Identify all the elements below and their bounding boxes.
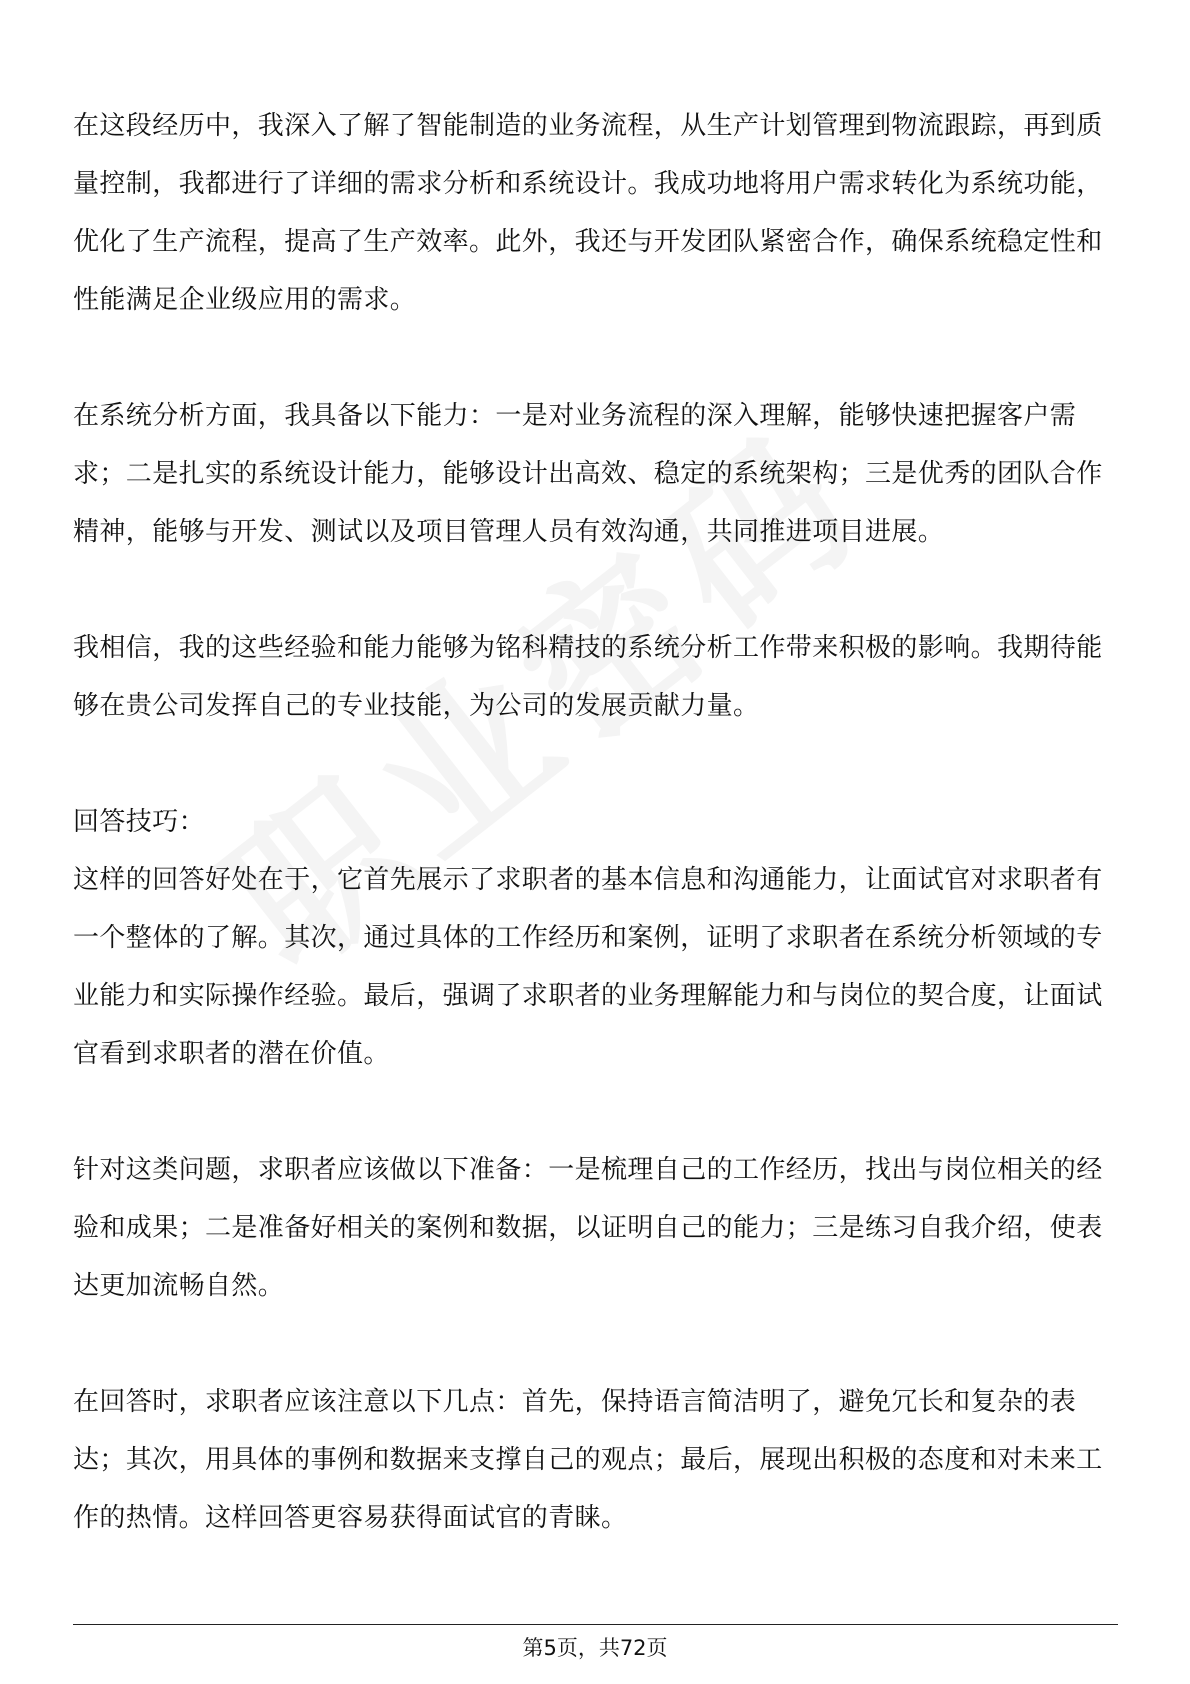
paragraph-tips-benefits: 这样的回答好处在于，它首先展示了求职者的基本信息和沟通能力，让面试官对求职者有一个整体的了解。其次，通过具体的工作经历和案例，证明了求职者在系统分析领域的专业能力和实际操作经验。最后，强调了求职者的业务理解能力和与岗位的契合度，让面试官看到求职者的潜在价值。 — [73, 865, 1103, 1069]
document-body — [73, 97, 1118, 1547]
paragraph-gap — [73, 1315, 1118, 1373]
paragraph-abilities: 在系统分析方面，我具备以下能力：一是对业务流程的深入理解，能够快速把握客户需求；二是扎实的系统设计能力，能够设计出高效、稳定的系统架构；三是优秀的团队合作精神，能够与开发、测试以及项目管理人员有效沟通，共同推进项目进展。 — [73, 401, 1103, 547]
paragraph-gap — [73, 329, 1118, 387]
paragraph-experience: 在这段经历中，我深入了解了智能制造的业务流程，从生产计划管理到物流跟踪，再到质量控制，我都进行了详细的需求分析和系统设计。我成功地将用户需求转化为系统功能，优化了生产流程，提高了生产效率。此外，我还与开发团队紧密合作，确保系统稳定性和性能满足企业级应用的需求。 — [73, 111, 1103, 315]
paragraph-attention: 在回答时，求职者应该注意以下几点：首先，保持语言简洁明了，避免冗长和复杂的表达；其次，用具体的事例和数据来支撑自己的观点；最后，展现出积极的态度和对未来工作的热情。这样回答更容易获得面试官的青睐。 — [73, 1387, 1103, 1533]
footer-divider — [73, 1624, 1118, 1625]
paragraph-gap — [73, 1083, 1118, 1141]
paragraph-belief: 我相信，我的这些经验和能力能够为铭科精技的系统分析工作带来积极的影响。我期待能够在贵公司发挥自己的专业技能，为公司的发展贡献力量。 — [73, 633, 1103, 721]
page-number: 第5页，共72页 — [522, 1636, 668, 1660]
paragraph-gap — [73, 561, 1118, 619]
paragraph-preparation: 针对这类问题，求职者应该做以下准备：一是梳理自己的工作经历，找出与岗位相关的经验和成果；二是准备好相关的案例和数据，以证明自己的能力；三是练习自我介绍，使表达更加流畅自然。 — [73, 1155, 1103, 1301]
section-heading-tips: 回答技巧： — [73, 807, 206, 837]
paragraph-gap — [73, 735, 1118, 793]
